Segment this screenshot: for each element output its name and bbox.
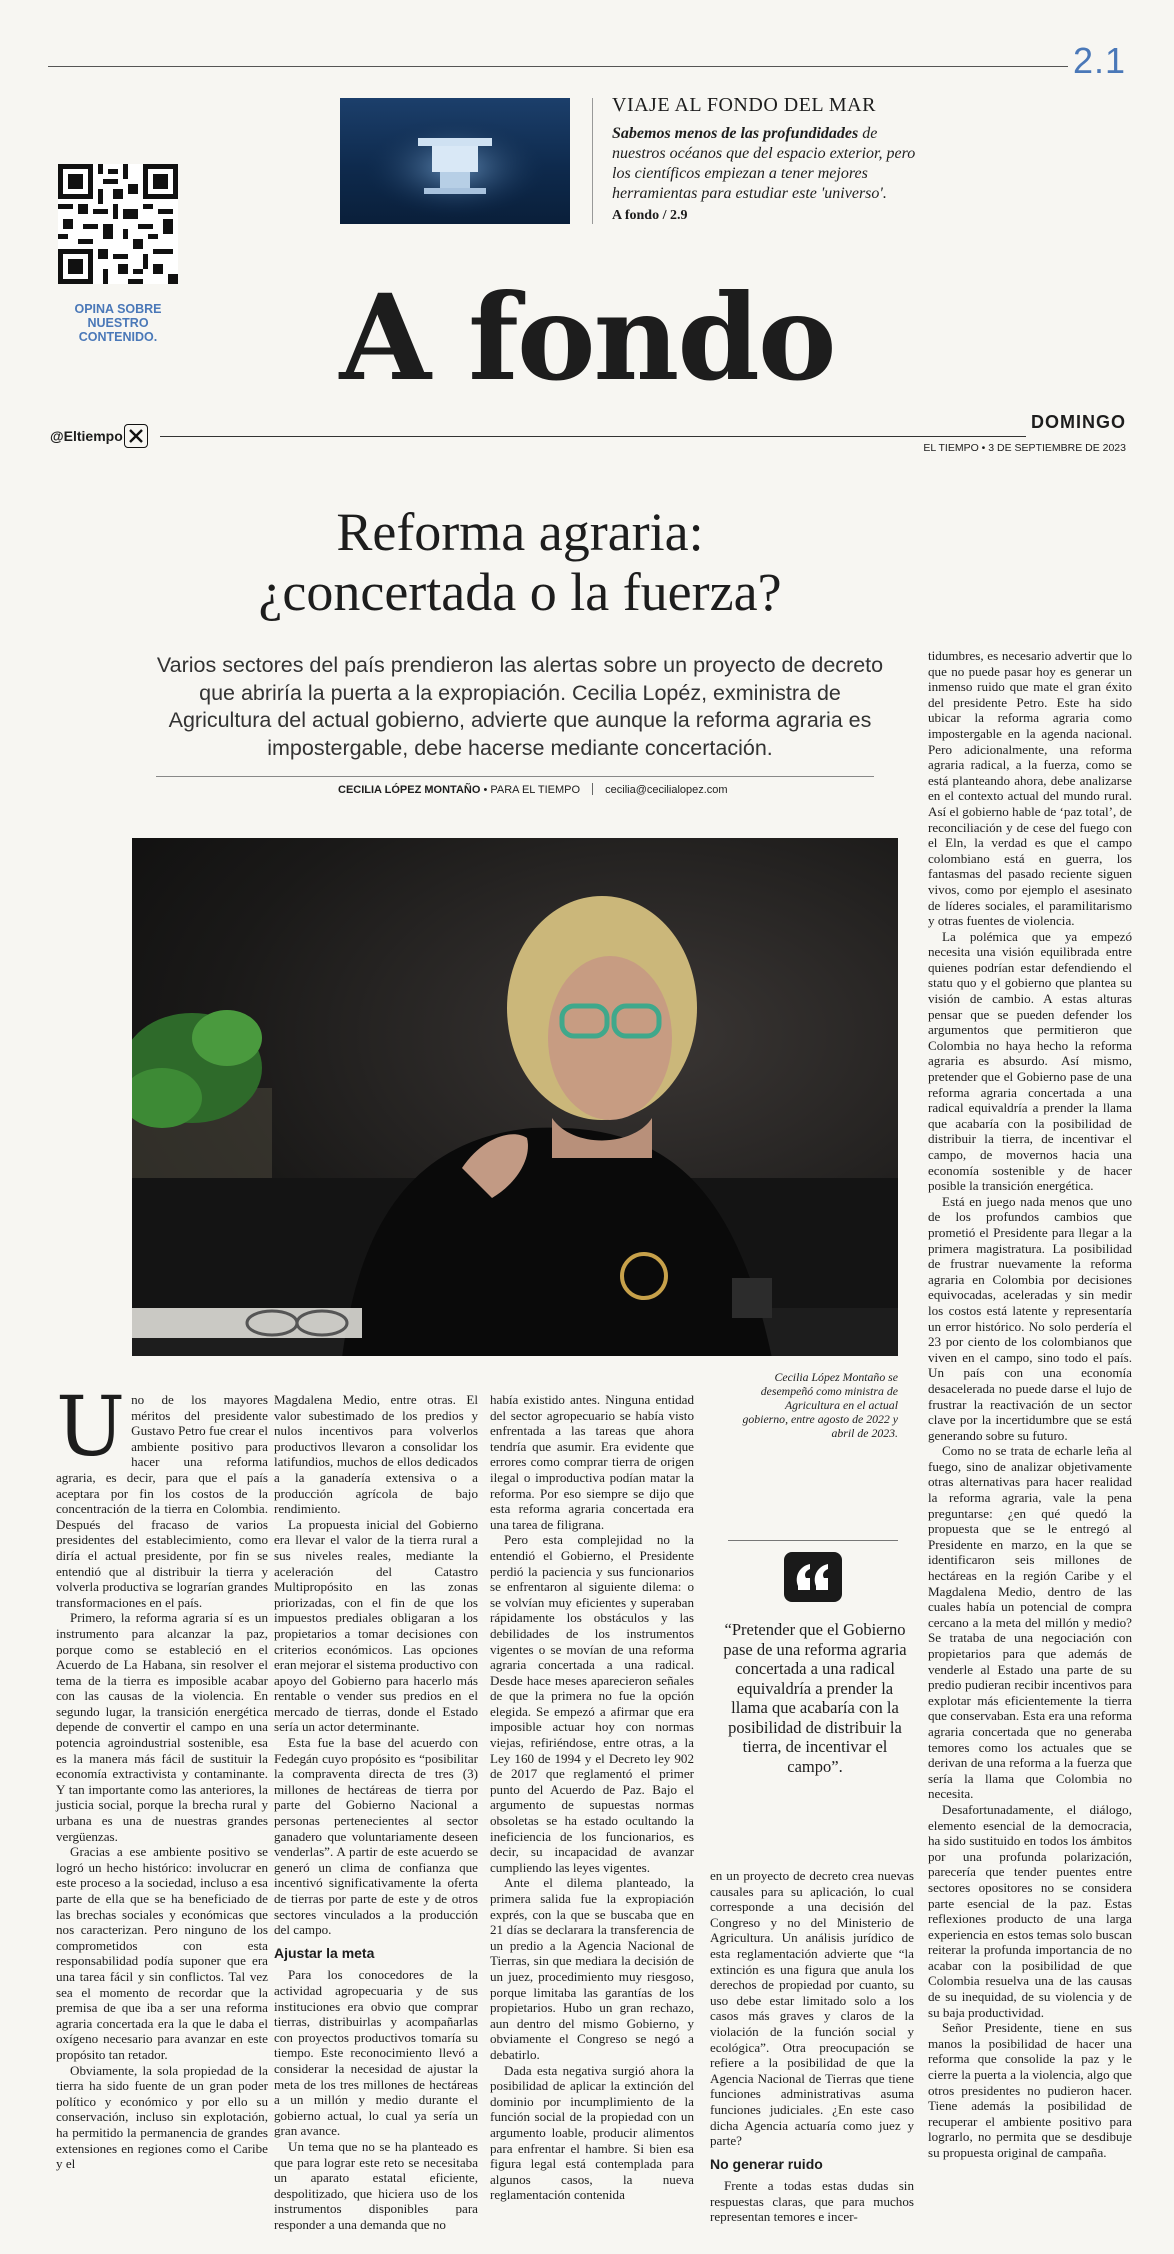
top-rule <box>48 66 1068 67</box>
article-column-3 <box>490 1392 694 2203</box>
quote-mark-icon <box>784 1552 842 1602</box>
article-paragraph: Como no se trata de echarle leña al fuego, sino de analizar objetivamente otras alternativas para hacer realidad la reforma agraria, vale la pena preguntarse: ¿en qué quedó la propuesta que se le entregó al Presidente en marzo, en la que se identificaron seis millones de hectáreas en la región Caribe y el Magdalena Medio, dentro de las cuales había un potencial de compra cercano a la meta del millón y medio? Se trataba de una negociación con propietarios para que además de venderle al Estado una parte de su predio pudieran recibir incentivos para explotar más eficientemente la tierra que conservaban. Esta era una reforma agraria concertada que no generaba temores como los actuales que se derivan de una reforma a la fuerza que sería la llama que Colombia no necesita. <box>928 1443 1132 1802</box>
byline-email[interactable]: cecilia@cecilialopez.com <box>605 784 728 796</box>
article-column-1 <box>56 1380 268 2172</box>
byline-author: CECILIA LÓPEZ MONTAÑO <box>338 784 481 796</box>
article-dek: Varios sectores del país prendieron las alertas sobre un proyecto de decreto que abriría la puerta a la expropiación. Cecilia Lopéz, exministra de Agricultura del actual gobierno, advierte que aunque la reforma agraria es impostergable, debe hacerse mediante concertación. <box>156 653 884 760</box>
pull-quote: “Pretender que el Gobierno pase de una reforma agraria concertada a una radical equivaldría a prender la llama que acabaría con la posibilidad de distribuir la tierra, de incentivar el campo”. <box>723 1620 907 1776</box>
section-title: A fondo <box>339 268 835 407</box>
article-column-4 <box>710 1868 914 2225</box>
article-paragraph: tidumbres, es necesario advertir que lo que no puede pasar hoy es generar un inmenso ruido que mate el gran éxito del presidente Petro. Este ha sido ubicar la reforma agraria como impostergable en la agenda nacional. Pero adicionalmente, una reforma agraria radical, a la fuerza, como se está planteando ahora, debe analizarse en el contexto actual del mundo rural. Así el gobierno hable de ‘paz total’, de reconciliación y de cese del fuego con el Eln, la verdad es que el campo colombiano está en guerra, los fantasmas del pasado reciente siguen vivos, como por ejemplo el asesinato de líderes sociales, el paramilitarismo y otras fuentes de violencia. <box>928 648 1132 929</box>
x-logo-icon[interactable] <box>124 424 148 448</box>
byline <box>338 783 728 796</box>
article-column-2 <box>274 1392 478 2232</box>
headline-line-1: Reforma agraria: <box>336 502 704 562</box>
article-paragraph: Gracias a ese ambiente positivo se logró un hecho histórico: involucrar en este proceso a la sociedad, incluso a esa parte de ella que se ha beneficiado de las brechas sociales y económicas que nos caracterizan. Pero ninguno de los comprometidos con esta responsabilidad podía suponer que era una tarea fácil y sin conflictos. Tal vez sea el momento de recordar que la premisa de que iba a ser una reforma agraria concertada era la que le daba el oxígeno necesario para avanzar en este propósito tan retador. <box>56 1844 268 2062</box>
article-paragraph: Desafortunadamente, el diálogo, elemento esencial de la democracia, ha sido sustituido en todos los ámbitos por una profunda polarización, parecería que tender puentes entre sectores opositores no se considera parte esencial de la paz. Estas reflexiones producto de una larga experiencia en estos temas solo buscan reiterar la profunda importancia de no acabar con la posibilidad de que Colombia resuelva una de las causas de su inequidad, de su violencia y de su baja productividad. <box>928 1801 1132 2020</box>
teaser-text-bold: Sabemos menos de las profundidades <box>612 125 859 142</box>
article-paragraph: Obviamente, la sola propiedad de la tierra ha sido fuente de un gran poder político y económico y por ello su conservación, incluso sin explotación, ha permitido la permanencia de grandes extensiones en regiones como el Caribe y el <box>56 2062 268 2172</box>
day-label: DOMINGO <box>1031 412 1126 432</box>
teaser-title[interactable]: VIAJE AL FONDO DEL MAR <box>612 94 876 116</box>
article-paragraph: había existido antes. Ninguna entidad del sector agropecuario se había visto enfrentada a las tareas que ahora tendría que asumir. Era evidente que errores como comprar tierra de origen ilegal o improductiva podían matar la reforma. Por eso siempre se dijo que esta reforma agraria concertada era una tarea de filigrana. <box>490 1392 694 1532</box>
article-paragraph: Señor Presidente, tiene en sus manos la posibilidad de hacer una reforma que consolide la paz y le cierre la puerta a la violencia, algo que otros presidentes no pudieron hacer. Tiene además la posibilidad de recuperar el ambiente positivo para lograrlo, no permita que se desdibuje su propuesta original de campaña. <box>928 2020 1132 2160</box>
qr-label: OPINA SOBRE NUESTRO CONTENIDO. <box>74 302 162 344</box>
article-paragraph: en un proyecto de decreto crea nuevas causales para su aplicación, lo cual corresponde a una decisión del Congreso y no del Ministerio de Agricultura. Un análisis jurídico de esta reglamentación advierte que “la extinción es una figura que anula los derechos de propiedad por cuanto, su uso debe estar limitado solo a los casos más graves y claros de la violación de la función social y ecológica”. Otra preocupación se refiere a la posibilidad de que la Agencia Nacional de Tierras que tiene funciones administrativas asuma funciones judiciales. ¿En este caso dicha Agencia actuaría como juez y parte? <box>710 1868 914 2149</box>
masthead-rule <box>160 436 1026 437</box>
subheading: Ajustar la meta <box>274 1944 375 1961</box>
deep-sea-robot-image <box>340 98 570 224</box>
teaser-image[interactable] <box>340 98 570 224</box>
subheading: No generar ruido <box>710 2155 823 2172</box>
drop-cap: U <box>56 1380 126 1475</box>
article-paragraph: Dada esta negativa surgió ahora la posibilidad de aplicar la extinción del dominio por incumplimiento de la función social de la propiedad con un argumento loable, producir alimentos para enfrentar el hambre. Si bien esa figura legal está contemplada para algunos casos, la nueva reglamentación contenida <box>490 2062 694 2203</box>
pullquote-rule <box>728 1540 898 1541</box>
article-paragraph: Frente a todas estas dudas sin respuestas claras, que para muchos representan temores e incer- <box>710 2178 914 2225</box>
article-photo[interactable] <box>132 838 898 1356</box>
article-paragraph: Ante el dilema planteado, la primera salida fue la expropiación exprés, con la que se buscaba que en 21 días se declarara la transferencia de un predio a la Agencia Nacional de Tierras, sin que mediara la decisión de un juez, procedimiento muy riesgoso, porque limitaba las garantías de los propietarios. Hubo un gran rechazo, aun dentro del mismo Gobierno, y obviamente el Congreso se negó a debatirlo. <box>490 1875 694 2062</box>
article-paragraph: Esta fue la base del acuerdo con Fedegán cuyo propósito es “posibilitar la compraventa directa de tres (3) millones de hectáreas de tierra por parte del Gobierno Nacional a personas pertenecientes al sector ganadero que voluntariamente deseen venderlas”. A partir de este acuerdo se generó un clima de confianza que incentivó significativamente la oferta de tierras por parte de este y de otros sectores vinculados a la producción del campo. <box>274 1735 478 1938</box>
article-paragraph: La propuesta inicial del Gobierno era llevar el valor de la tierra rural a sus niveles reales, mediante la aceleración del Catastro Multipropósito en las zonas priorizadas, con el fin de que los impuestos prediales obligaran a los propietarios a tomar decisiones con criterios económicos. Las opciones eran mejorar el sistema productivo con apoyo del Gobierno para hacerlo más rentable o vender sus predios en el mercado de tierras, donde el Estado sería un actor determinante. <box>274 1516 478 1735</box>
portrait-image <box>132 838 898 1356</box>
article-column-5 <box>928 648 1132 2161</box>
byline-outlet: • PARA EL TIEMPO <box>480 784 581 796</box>
teaser-text-rest: de nuestros océanos que del espacio exterior, pero los científicos empiezan a tener mejores herramientas para estudiar este 'universo'. <box>612 125 916 202</box>
article-paragraph: no de los mayores méritos del presidente Gustavo Petro fue crear el ambiente positivo para hacer una reforma agraria, es decir, para que el país aceptara por fin los costos de la concentración de la tierra en Colombia. Después del fracaso de varios presidentes del establecimiento, como diría el actual presidente, por fin se entendió que al distribuir la tierra y volverla productiva se lograrían grandes transformaciones en el país. <box>56 1392 268 1610</box>
photo-caption: Cecilia López Montaño se desempeñó como ministra de Agricultura en el actual gobierno, entre agosto de 2022 y abril de 2023. <box>742 1370 898 1440</box>
article-paragraph: Un tema que no se ha planteado es que para lograr este reto se necesitaba un aparato estatal eficiente, despolitizado, que hiciera uso de los instrumentos disponibles para responder a una demanda que no <box>274 2138 478 2232</box>
article-paragraph: Magdalena Medio, entre otras. El valor subestimado de los predios y nulos incentivos para volverlos productivos llevaron a consolidar los latifundios, muchos de ellos dedicados a la ganadería extensiva o a producción agrícola de bajo rendimiento. <box>274 1392 478 1517</box>
social-handle[interactable]: @Eltiempo <box>50 428 123 444</box>
article-paragraph: La polémica que ya empezó necesita una visión equilibrada entre quienes podrían estar defendiendo el statu quo y el gobierno que plantea su visión de cambio. A estas alturas pensar que se pueden defender los argumentos que permitieron que Colombia no haya hecho la reforma agraria es absurdo. Así mismo, pretender que el Gobierno pase de una reforma agraria concertada a una radical equivaldría a prender la llama que acabaría con la posibilidad de distribuir la tierra, de incentivar el campo, de movernos hacia una economía sostenible y de hacer posible la transición energética. <box>928 928 1132 1194</box>
article-paragraph: Primero, la reforma agraria sí es un instrumento para alcanzar la paz, porque como se estableció en el Acuerdo de La Habana, sin resolver el tema de la tierra es imposible acabar con las causas de la violencia. En segundo lugar, la transición energética depende de convertir el campo en una potencia agroindustrial sostenible, esa es la manera más fácil de sustituir la economía extractivista y contaminante. Y tan importante como las anteriores, la justicia social, porque la brecha rural y urbana es una de nuestras grandes vergüenzas. <box>56 1610 268 1844</box>
teaser-divider <box>592 98 593 224</box>
headline <box>150 502 890 622</box>
article-paragraph: Pero esta complejidad no la entendió el Gobierno, el Presidente perdió la paciencia y sus funcionarios se enfrentaron al siguiente dilema: o se volvían muy eficientes y superaban rápidamente los obstáculos y las debilidades de los instrumentos vigentes o se movían de una reforma agraria concertada a una radical. Desde hace meses aparecieron señales de que la primera no fue la opción elegida. Se empezó a afirmar que era imposible actuar hoy con normas viejas, refiriéndose, entre otras, a la Ley 160 de 1994 y el Decreto ley 902 de 2017 que reglamentó el primer punto del Acuerdo de Paz. Bajo el argumento de supuestas normas obsoletas se ha estado ocultando la ineficiencia de los funcionarios, es decir, su incapacidad de avanzar cumpliendo las leyes vigentes. <box>490 1532 694 1875</box>
article-paragraph: Está en juego nada menos que uno de los profundos cambios que prometió el Presidente para llegar a la primera magistratura. La posibilidad de frustrar nuevamente la reforma agraria en Colombia por decisiones equivocadas, aceleradas y sin medir los costos está latente y representaría un error histórico. No solo perdería el 23 por ciento de los colombianos que viven en el campo, sino todo el país. Un país con una economía desacelerada no puede darse el lujo de frustrar la reactivación de un sector clave por la incertidumbre que se está generando sobre su futuro. <box>928 1193 1132 1443</box>
dateline: EL TIEMPO • 3 DE SEPTIEMBRE DE 2023 <box>923 442 1126 454</box>
headline-line-2: ¿concertada o la fuerza? <box>258 562 782 622</box>
byline-rule <box>156 776 874 777</box>
teaser-reference[interactable]: A fondo / 2.9 <box>612 208 688 223</box>
teaser-text <box>612 124 932 204</box>
article-paragraph: Para los conocedores de la actividad agropecuaria y de sus instituciones era obvio que comprar tierras, distribuirlas y acompañarlas con proyectos productivos tomaría su tiempo. Este reconocimiento llevó a considerar la necesidad de ajustar la meta de los tres millones de hectáreas a un millón y medio durante el gobierno actual, lo cual ya sería un gran avance. <box>274 1967 478 2139</box>
page-number: 2.1 <box>1072 40 1126 81</box>
qr-code-icon[interactable] <box>58 164 178 284</box>
